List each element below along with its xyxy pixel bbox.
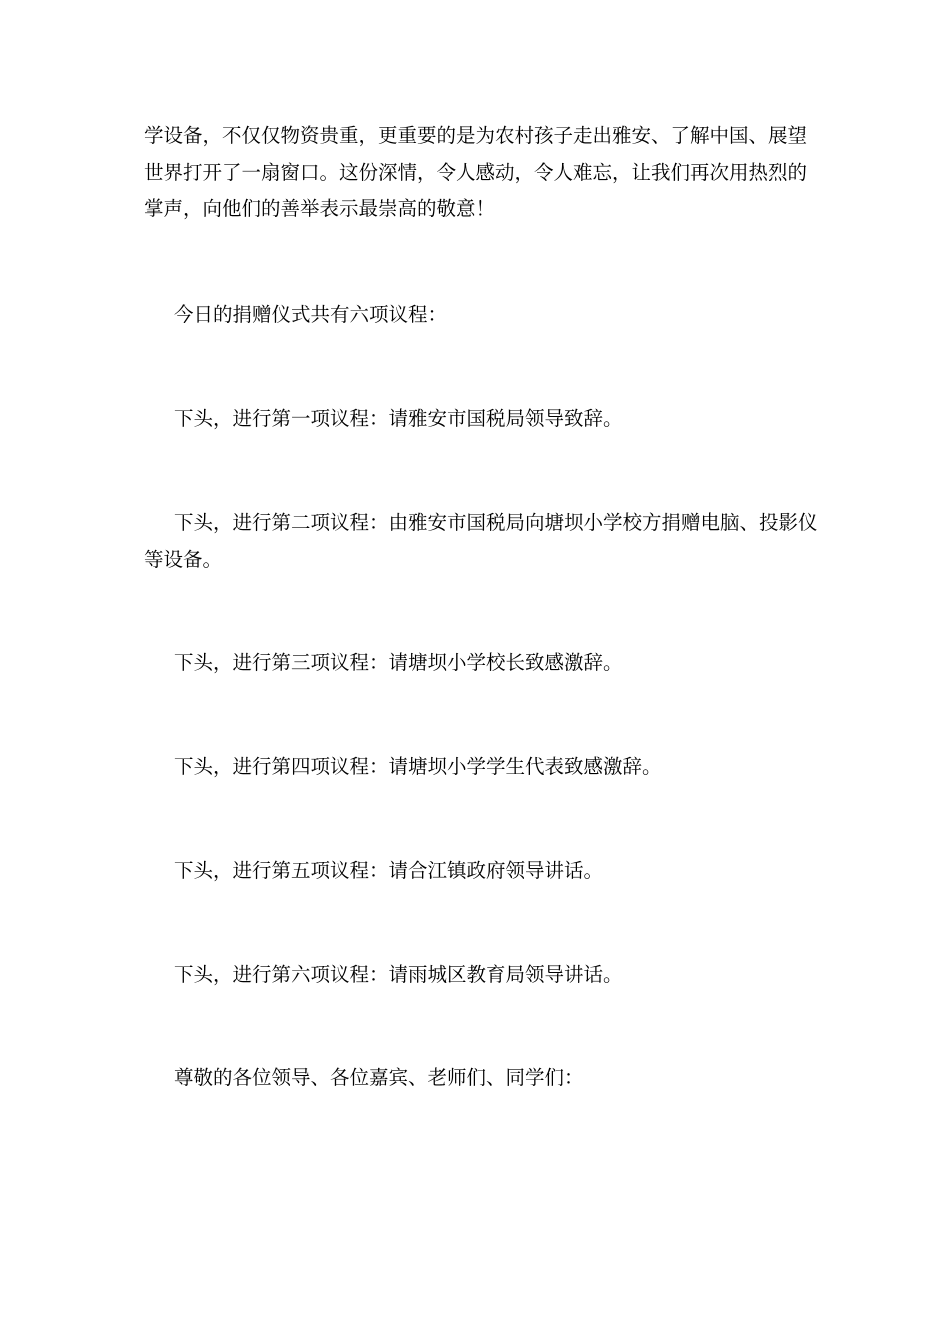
text-line: 下头，进行第五项议程：请合江镇政府领导讲话。 (174, 859, 604, 882)
text-line: 掌声，向他们的善举表示最崇高的敬意！ (144, 197, 496, 220)
paragraph-agenda-intro (144, 297, 808, 334)
paragraph-opening-continuation (144, 118, 808, 228)
text-line: 下头，进行第一项议程：请雅安市国税局领导致辞。 (174, 407, 623, 430)
paragraph-agenda-item-2 (144, 505, 818, 578)
text-line: 世界打开了一扇窗口。这份深情，令人感动，令人难忘，让我们再次用热烈的 (144, 160, 808, 184)
text-line: 下头，进行第二项议程：由雅安市国税局向塘坝小学校方捐赠电脑、投影仪 (174, 511, 818, 534)
text-line: 下头，进行第六项议程：请雨城区教育局领导讲话。 (174, 963, 623, 986)
paragraph-agenda-item-4 (144, 749, 808, 786)
text-line: 等设备。 (144, 547, 223, 571)
text-line: 尊敬的各位领导、各位嘉宾、老师们、同学们： (174, 1066, 584, 1089)
text-line: 下头，进行第三项议程：请塘坝小学校长致感激辞。 (174, 651, 623, 674)
paragraph-agenda-item-3 (144, 645, 808, 682)
text-line: 下头，进行第四项议程：请塘坝小学学生代表致感激辞。 (174, 755, 662, 778)
text-line: 今日的捐赠仪式共有六项议程： (174, 303, 448, 326)
paragraph-agenda-item-5 (144, 853, 808, 890)
paragraph-agenda-item-1 (144, 401, 808, 438)
paragraph-salutation (144, 1060, 808, 1097)
paragraph-agenda-item-6 (144, 957, 808, 994)
text-line: 学设备，不仅仅物资贵重，更重要的是为农村孩子走出雅安、了解中国、展望 (144, 124, 808, 147)
